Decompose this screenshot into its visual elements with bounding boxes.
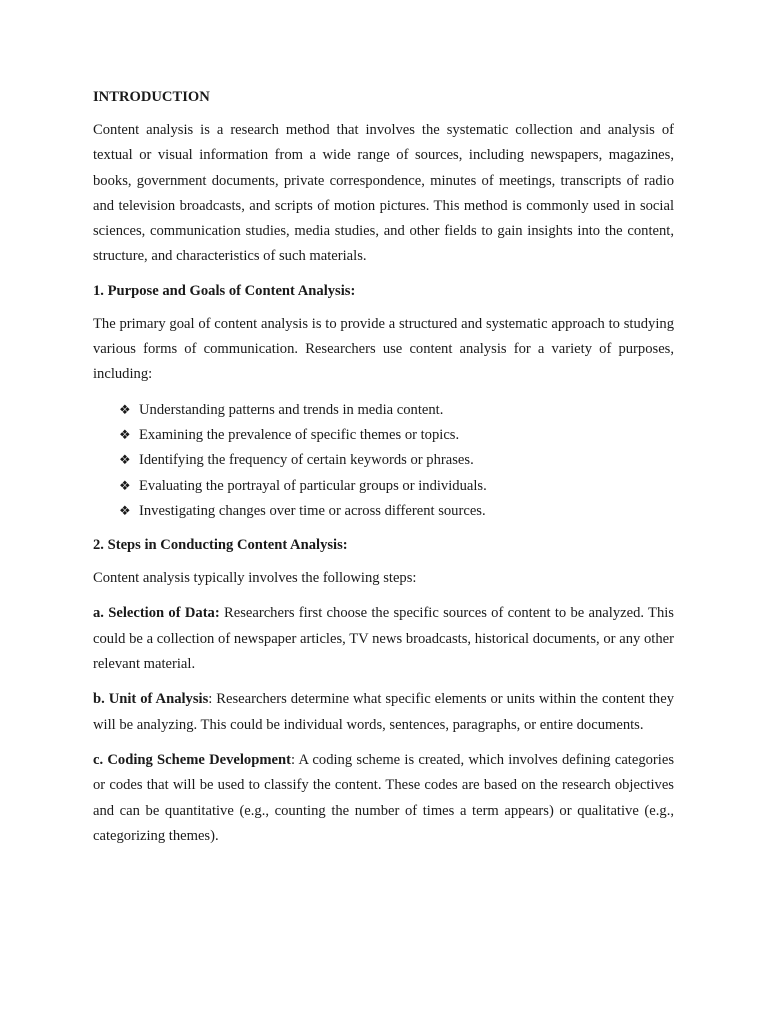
section-2-body: Content analysis typically involves the following steps:: [93, 570, 417, 587]
diamond-bullet-icon: ❖: [119, 453, 131, 469]
diamond-bullet-icon: ❖: [119, 503, 131, 519]
list-item: [119, 499, 674, 524]
step-lead: c. Coding Scheme Development: [93, 751, 291, 768]
document-heading: INTRODUCTION: [93, 89, 210, 105]
diamond-bullet-icon: ❖: [119, 478, 131, 494]
list-item-text: Identifying the frequency of certain keywords or phrases.: [139, 452, 474, 469]
step-text: : A coding scheme is created, which involves defining categories or codes that will be used to classify the content. These codes are based on the research objectives and can be quantitative (e.g., counting the number of times a term appears) or qualitative (e.g., categorizing themes).: [93, 751, 674, 844]
list-item: [119, 474, 674, 499]
step-paragraph-coding-scheme: [93, 748, 674, 849]
step-text: Researchers first choose the specific sources of content to be analyzed. This could be a collection of newspaper articles, TV news broadcasts, historical documents, or any other relevant material.: [93, 605, 674, 673]
section-1-title: 1. Purpose and Goals of Content Analysis:: [93, 282, 356, 299]
list-item-text: Understanding patterns and trends in media content.: [139, 401, 444, 418]
intro-paragraph: Content analysis is a research method that involves the systematic collection and analysis of textual or visual information from a wide range of sources, including newspapers, magazines, books, government documents, private correspondence, minutes of meetings, transcripts of radio and television broadcasts, and scripts of motion pictures. This method is commonly used in social sciences, communication studies, media studies, and other fields to gain insights into the content, structure, and characteristics of such materials.: [93, 122, 674, 265]
section-1-body: The primary goal of content analysis is to provide a structured and systematic approach to studying various forms of communication. Researchers use content analysis for a variety of purposes, including:: [93, 315, 674, 383]
diamond-bullet-icon: ❖: [119, 402, 131, 418]
step-lead: b. Unit of Analysis: [93, 691, 209, 708]
list-item-text: Evaluating the portrayal of particular groups or individuals.: [139, 477, 487, 494]
list-item: [119, 448, 674, 473]
purpose-list: [93, 398, 674, 524]
list-item: [119, 398, 674, 423]
step-paragraph-unit-of-analysis: [93, 687, 674, 738]
step-lead: a. Selection of Data:: [93, 605, 220, 622]
list-item-text: Examining the prevalence of specific themes or topics.: [139, 426, 460, 443]
step-paragraph-selection-of-data: [93, 601, 674, 677]
list-item: [119, 423, 674, 448]
section-2-title: 2. Steps in Conducting Content Analysis:: [93, 537, 348, 554]
diamond-bullet-icon: ❖: [119, 427, 131, 443]
list-item-text: Investigating changes over time or across different sources.: [139, 502, 486, 519]
step-text: : Researchers determine what specific elements or units within the content they will be analyzing. This could be individual words, sentences, paragraphs, or entire documents.: [93, 691, 674, 733]
